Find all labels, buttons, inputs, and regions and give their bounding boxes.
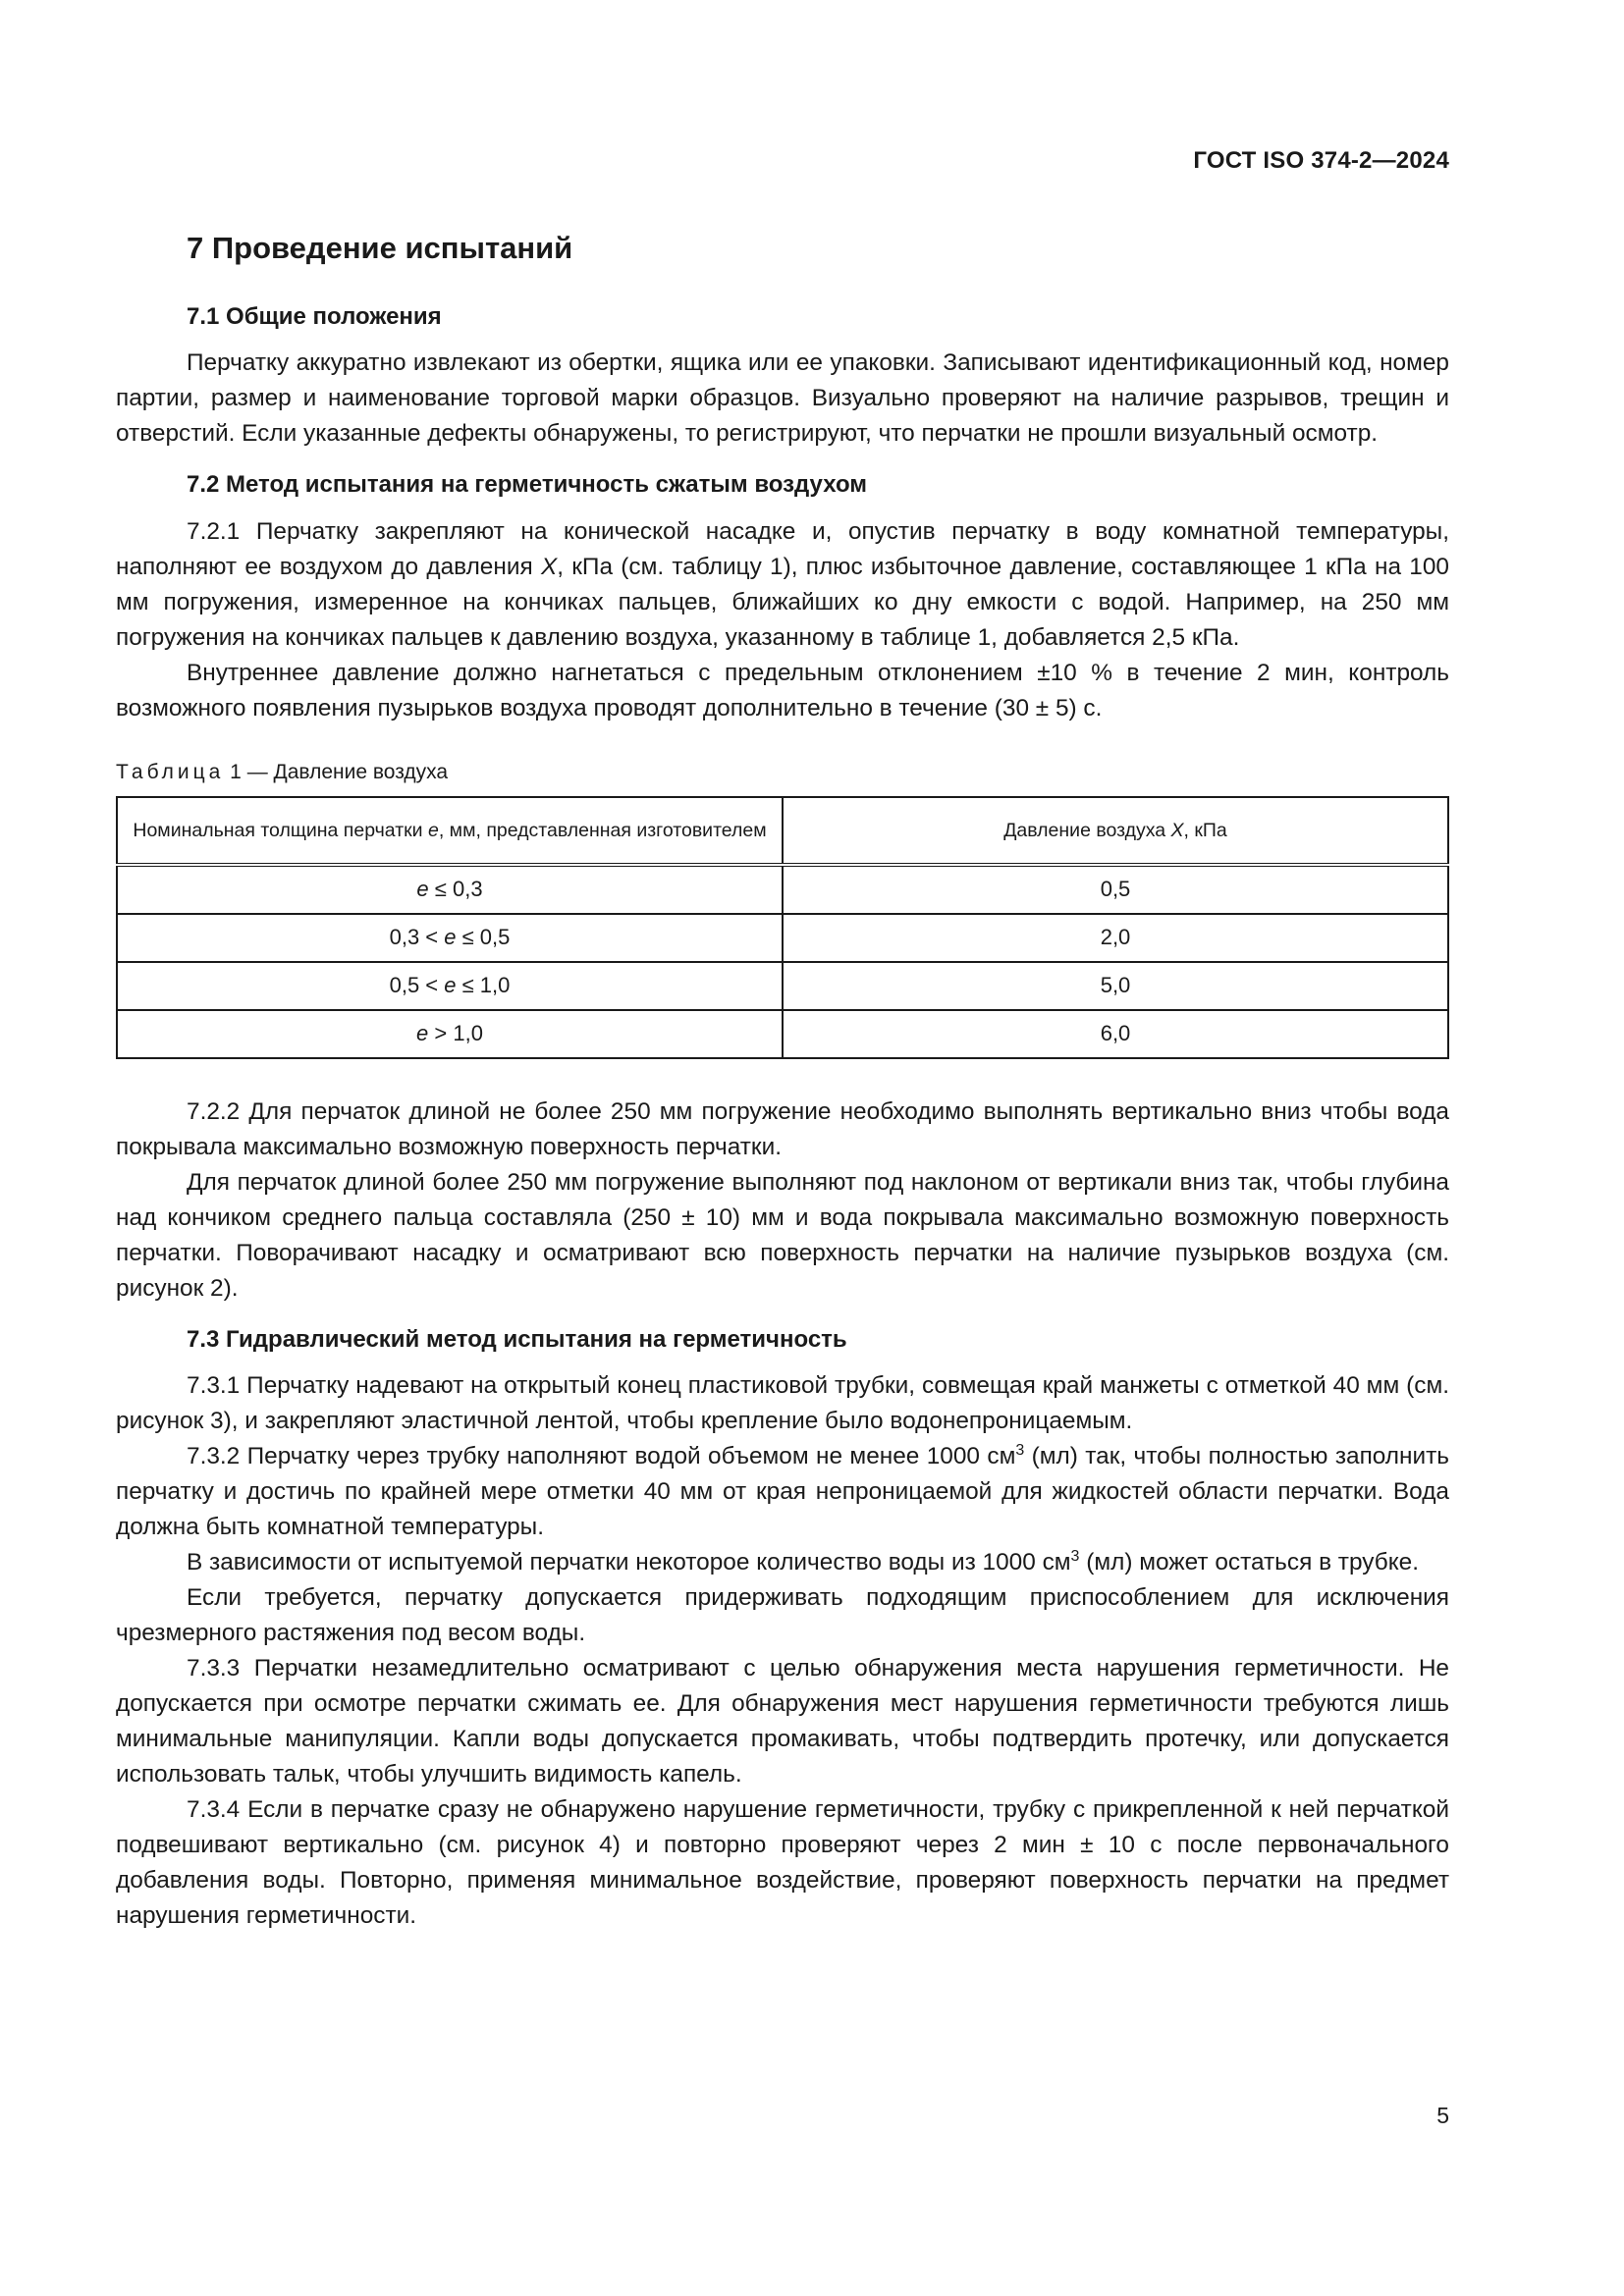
table-caption-label: Таблица [116,760,225,783]
header-pressure-text-b: , кПа [1183,819,1227,841]
paragraph-7-2-2-long-gloves: Для перчаток длиной более 250 мм погружение выполняют под наклоном от вертикали вниз так, чтобы глубина над кончиком среднего пальца составляла (250 ± 10) мм и вода покрывала максимально возможную поверхность перчатки. Поворачивают насадку и осматривают всю поверхность перчатки на наличие пузырьков воздуха (см. рисунок 2). [116,1168,1449,1302]
subsection-7-2-title: 7.2 Метод испытания на герметичность сжатым воздухом [187,471,868,499]
thickness-cell [117,962,783,1010]
paragraph-7-3-1: 7.3.1 Перчатку надевают на открытый конец пластиковой трубки, совмещая край манжеты с отметкой 40 мм (см. рисунок 3), и закрепляют эластичной лентой, чтобы крепление было водонепроницаемым. [116,1371,1449,1434]
pressure-cell: 2,0 [783,914,1448,962]
thickness-suffix: ≤ 0,3 [428,877,483,902]
pressure-cell: 5,0 [783,962,1448,1010]
table-row [117,914,1448,962]
document-code: ГОСТ ISO 374-2—2024 [1193,147,1449,174]
header-thickness-text-b: , мм, представленная изготовителем [438,819,767,841]
air-pressure-table [116,796,1449,1059]
paragraph-7-3-2-text-a: 7.3.2 Перчатку через трубку наполняют водой объемом не менее 1000 см [187,1442,1016,1469]
page-number: 5 [1436,2103,1449,2128]
superscript-3: 3 [1070,1547,1080,1565]
thickness-var: e [416,877,429,902]
table-row [117,962,1448,1010]
section-title: 7 Проведение испытаний [187,231,573,265]
subsection-7-3-title: 7.3 Гидравлический метод испытания на герметичность [187,1325,847,1353]
thickness-suffix: ≤ 1,0 [456,973,511,998]
paragraph-7-3-2-support: Если требуется, перчатку допускается придерживать подходящим приспособлением для исключения чрезмерного растяжения под весом воды. [116,1583,1449,1646]
table-row [117,865,1448,914]
table-caption-text: 1 — Давление воздуха [224,760,449,783]
thickness-var: e [444,973,457,998]
paragraph-7-3-2-text-b: (мл) так, чтобы полностью заполнить перчатку и достичь по крайней мере отметки 40 мм от края непроницаемой для жидкостей области перчатки. Вода должна быть комнатной температуры. [116,1442,1450,1540]
thickness-cell [117,1010,783,1058]
thickness-cell [117,865,783,914]
paragraph-7-3-2-remainder-text-a: В зависимости от испытуемой перчатки некоторое количество воды из 1000 см [187,1548,1071,1575]
paragraph-7-3-4: 7.3.4 Если в перчатке сразу не обнаружено нарушение герметичности, трубку с прикрепленной к ней перчаткой подвешивают вертикально (см. рисунок 4) и повторно проверяют через 2 мин ± 10 с после первоначального добавления воды. Повторно, применяя минимальное воздействие, проверяют поверхность перчатки на предмет нарушения герметичности. [116,1795,1449,1929]
thickness-prefix: 0,5 < [389,973,445,998]
paragraph-7-3-2-remainder-text-b: (мл) может остаться в трубке. [1079,1548,1419,1575]
superscript-3: 3 [1015,1441,1025,1459]
pressure-cell: 0,5 [783,865,1448,914]
page-content [116,218,1449,1934]
paragraph-7-2-1-pressure: Внутреннее давление должно нагнетаться с предельным отклонением ±10 % в течение 2 мин, контроль возможного появления пузырьков воздуха проводят дополнительно в течение (30 ± 5) с. [116,659,1449,721]
thickness-prefix: 0,3 < [389,925,445,950]
header-thickness-var: e [427,819,439,841]
table-row [117,1010,1448,1058]
thickness-var: e [416,1021,429,1046]
thickness-suffix: > 1,0 [428,1021,483,1046]
paragraph-7-2-1-text-b: , кПа (см. таблицу 1), плюс избыточное давление, составляющее 1 кПа на 100 мм погружения, измеренное на кончиках пальцев, ближайших ко дну емкости с водой. Например, на 250 мм погружения на кончиках пальцев к давлению воздуха, указанному в таблице 1, добавляется 2,5 кПа. [116,553,1449,651]
variable-x: X [540,553,558,580]
thickness-suffix: ≤ 0,5 [456,925,511,950]
paragraph-7-3-2 [116,1439,1449,1545]
paragraph-7-2-1-text-a: 7.2.1 Перчатку закрепляют на конической насадке и, опустив перчатку в воду комнатной температуры, наполняют ее воздухом до давления [116,517,1449,580]
table-caption [116,760,1449,784]
table-header-row [117,797,1448,865]
header-pressure-var: X [1170,819,1184,841]
header-pressure-text-a: Давление воздуха [1003,819,1171,841]
paragraph-7-1: Перчатку аккуратно извлекают из обертки, ящика или ее упаковки. Записывают идентификационный код, номер партии, размер и наименование торговой марки образцов. Визуально проверяют на наличие разрывов, трещин и отверстий. Если указанные дефекты обнаружены, то регистрируют, что перчатки не прошли визуальный осмотр. [116,349,1449,448]
pressure-cell: 6,0 [783,1010,1448,1058]
paragraph-7-2-1 [116,514,1449,656]
thickness-var: e [444,925,457,950]
paragraph-7-3-2-remainder [116,1545,1449,1580]
header-thickness-text-a: Номинальная толщина перчатки [133,819,428,841]
header-pressure [783,797,1448,865]
paragraph-7-3-3: 7.3.3 Перчатки незамедлительно осматривают с целью обнаружения места нарушения герметичности. Не допускается при осмотре перчатки сжимать ее. Для обнаружения мест нарушения герметичности требуются лишь минимальные манипуляции. Капли воды допускается промакивать, чтобы подтвердить протечку, или допускается использовать тальк, чтобы улучшить видимость капель. [116,1654,1449,1788]
header-thickness [117,797,783,865]
subsection-7-1-title: 7.1 Общие положения [187,303,442,331]
paragraph-7-2-2: 7.2.2 Для перчаток длиной не более 250 мм погружение необходимо выполнять вертикально вниз чтобы вода покрывала максимально возможную поверхность перчатки. [116,1097,1449,1160]
thickness-cell [117,914,783,962]
